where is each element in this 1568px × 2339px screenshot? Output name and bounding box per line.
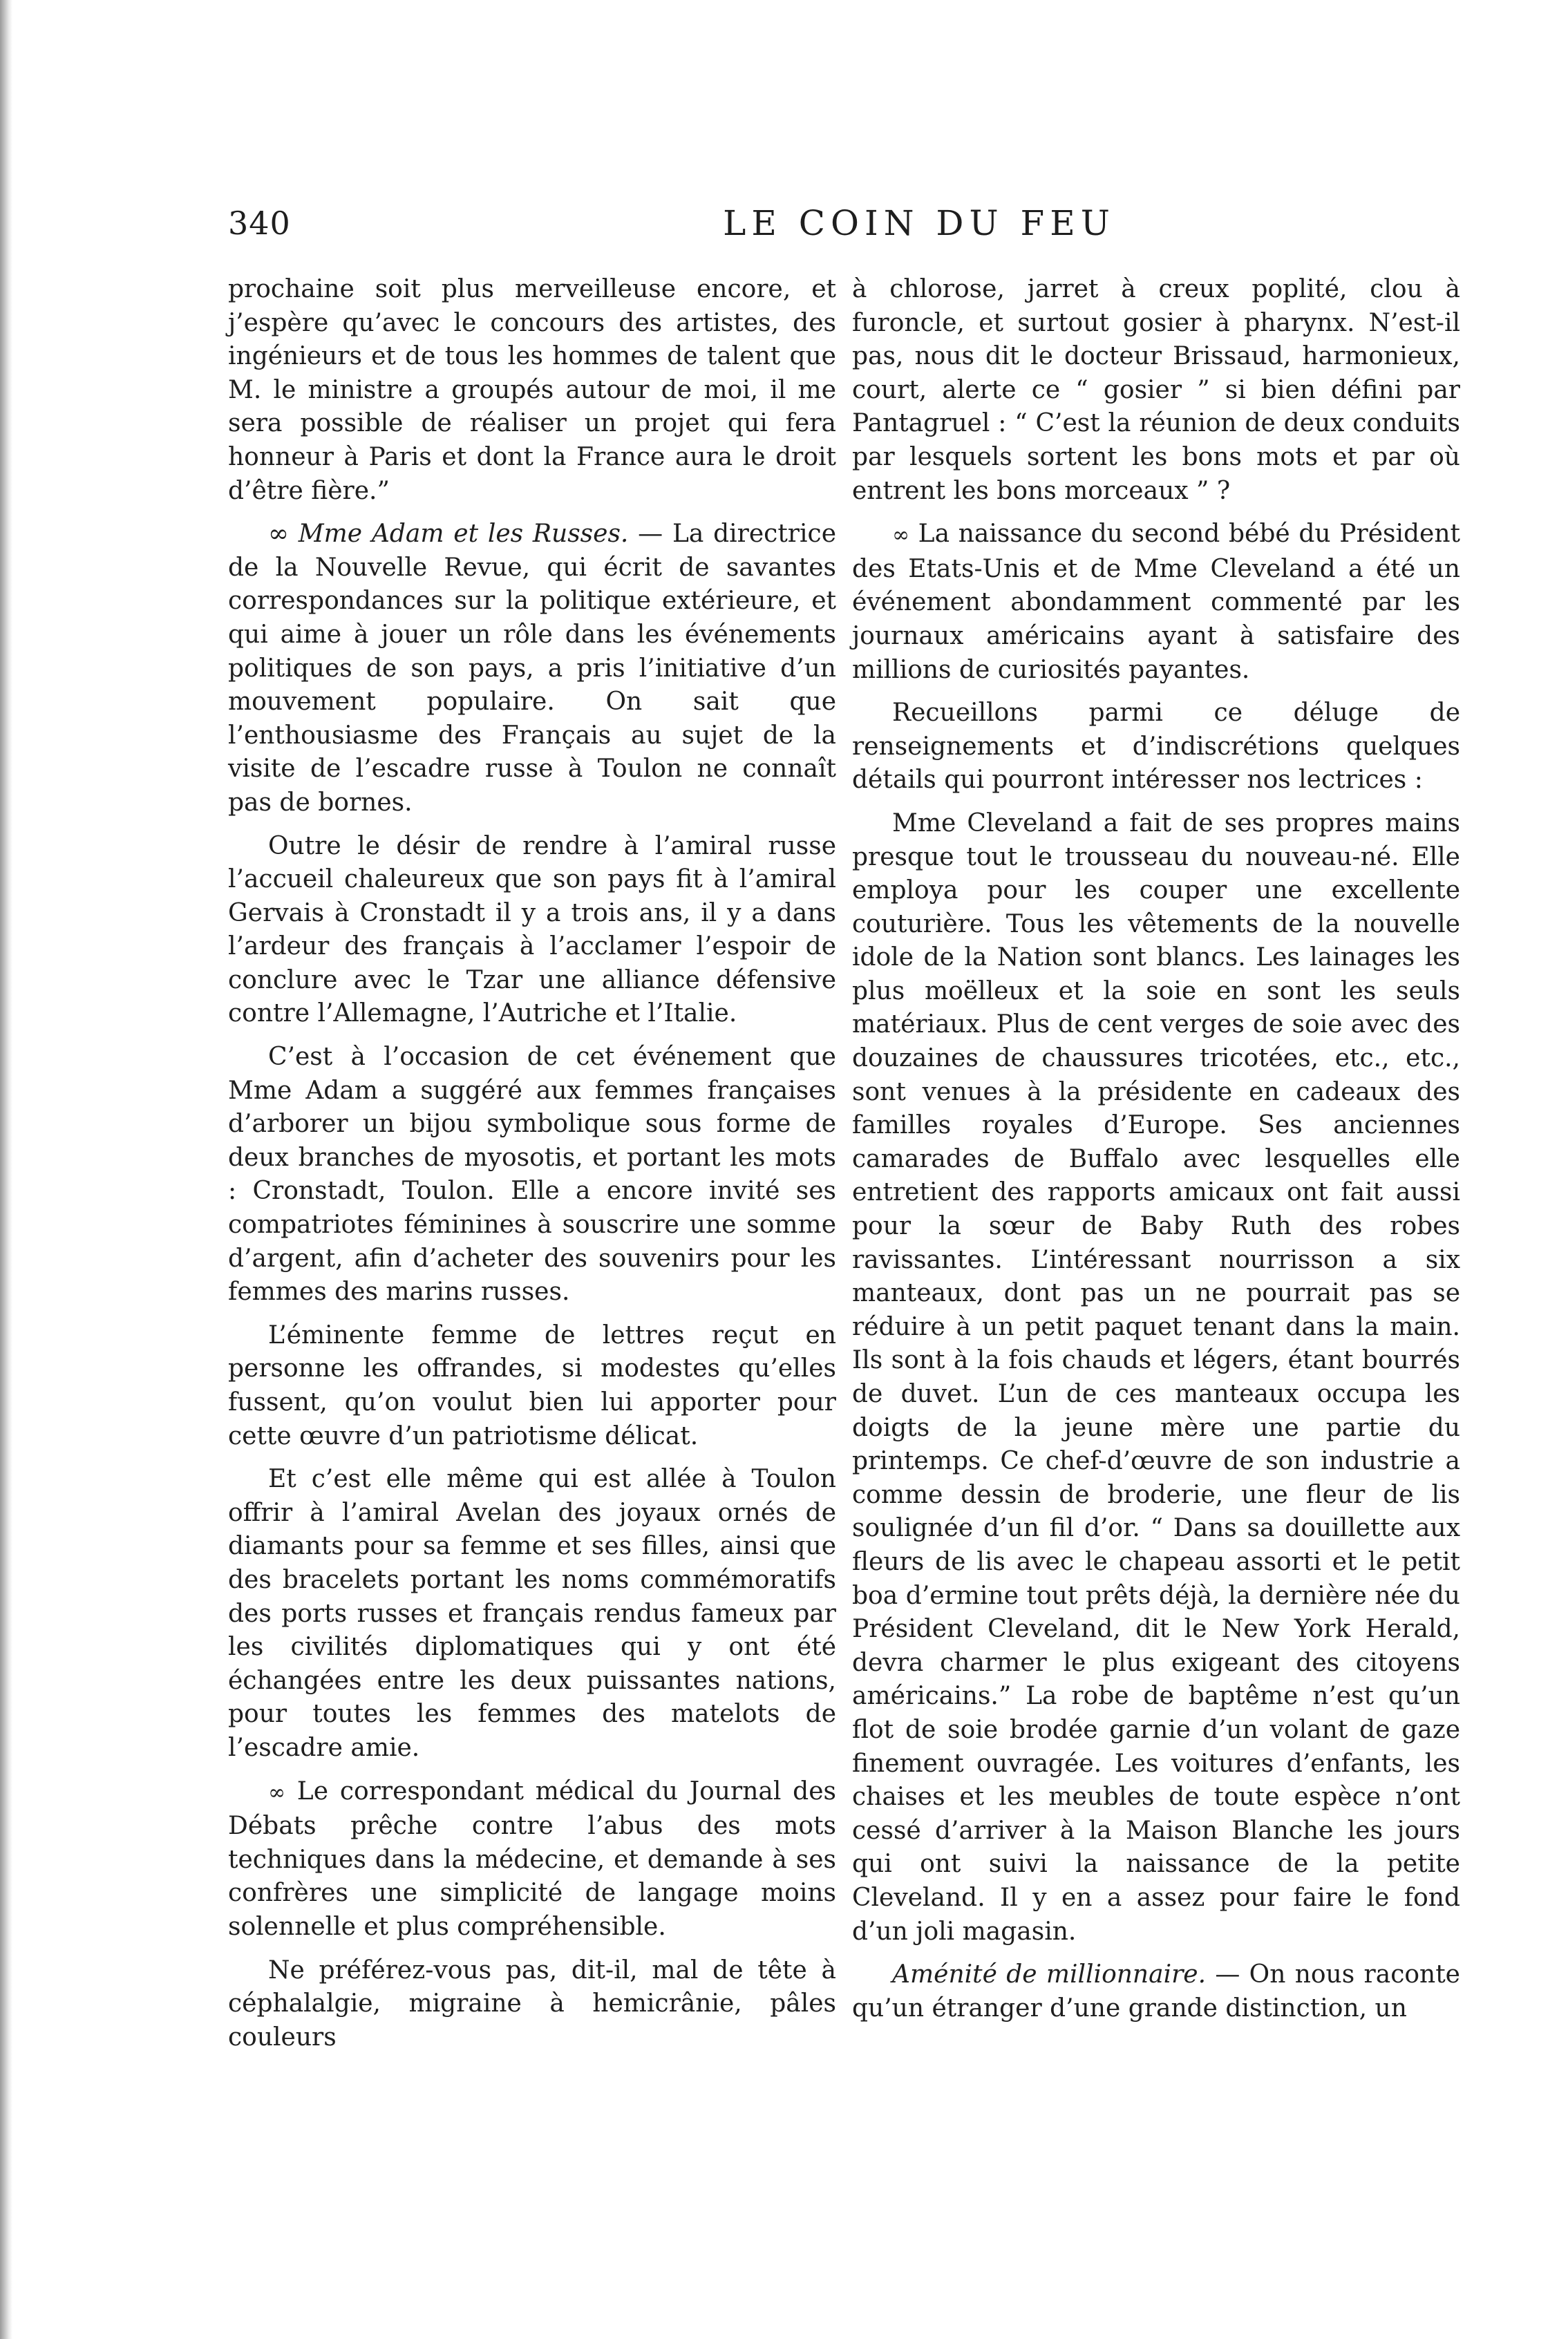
left-column — [228, 273, 836, 2064]
running-title: LE COIN DU FEU — [723, 203, 1115, 243]
paragraph-text: à chlorose, jarret à creux poplité, clou à furoncle, et surtout gosier à pharynx. N’est-il pas, nous dit le docteur Brissaud, harmonieux, court, alerte ce “ gosier ” si bien défini par Pantagruel : “ C’est la réunion de deux conduits par lesquels sortent les bons mots et par où entrent les bons morceaux ” ? — [852, 275, 1460, 505]
paragraph — [228, 1775, 836, 1944]
paragraph-text: Le correspondant médical du Journal des Débats prêche contre l’abus des mots techniques dans la médecine, et demande à ses confrères une simplicité de langage moins solennelle et plus compréhensible. — [228, 1777, 836, 1941]
section-lead: Aménité de millionnaire. — [892, 1960, 1207, 1989]
paragraph-text: Mme Cleveland a fait de ses propres mains presque tout le trousseau du nouveau-né. Elle employa pour les couper une excellente couturière. Tous les vêtements de la nouvelle idole de la Nation sont blancs. Les lainages les plus moëlleux et la soie en sont les seuls matériaux. Plus de cent verges de soie avec des douzaines de chaussures tricotées, etc., etc., sont venues à la présidente en cadeaux des familles royales d’Europe. Ses anciennes camarades de Buffalo avec lesquelles elle entretient des rapports amicaux ont fait aussi pour la sœur de Baby Ruth des robes ravissantes. L’intéressant nourrisson a six manteaux, dont pas un ne pourrait pas se réduire à un petit paquet tenant dans la main. Ils sont à la fois chauds et légers, étant bourrés de duvet. L’un de ces manteaux occupa les doigts de la jeune mère une partie du printemps. Ce chef-d’œuvre de son industrie a comme dessin de broderie, une fleur de lis soulignée d’un fil d’or. “ Dans sa douillette aux fleurs de lis avec le chapeau assorti et le petit boa d’ermine tout prêts déjà, la dernière née du Président Cleveland, dit le New York Herald, devra charmer le plus exigeant des citoyens américains.” La robe de baptême n’est qu’un flot de soie brodée garnie d’un volant de gaze finement ouvragée. Les voitures d’enfants, les chaises et les meubles de toute espèce n’ont cessé d’arriver à la Maison Blanche les jours qui ont suivi la naissance de la petite Cleveland. Il y en a assez pour faire le fond d’un joli magasin. — [852, 808, 1460, 1946]
paragraph — [852, 697, 1460, 797]
paragraph — [228, 1041, 836, 1309]
paragraph — [852, 518, 1460, 687]
paragraph-text: — On nous raconte qu’un étranger d’une grande distinction, un — [852, 1960, 1460, 2023]
paragraph-text: prochaine soit plus merveilleuse encore, et j’espère qu’avec le concours des artistes, des ingénieurs et de tous les hommes de talent que M. le ministre a groupés autour de moi, il me sera possible de réaliser un projet qui fera honneur à Paris et dont la France aura le droit d’être fière.” — [228, 275, 836, 505]
binding-edge — [0, 0, 12, 2339]
paragraph — [228, 1319, 836, 1453]
paragraph — [228, 273, 836, 508]
fleuron-mark: ∞ — [892, 523, 909, 548]
paragraph — [228, 518, 836, 820]
paragraph — [228, 1463, 836, 1765]
paragraph-text: — La directrice de la Nouvelle Revue, qui écrit de savantes correspondances sur la politique extérieure, et qui aime à jouer un rôle dans les événements politiques de son pays, a pris l’initiative d’un mouvement populaire. On sait que l’enthousiasme des Français au sujet de la visite de l’escadre russe à Toulon ne connaît pas de bornes. — [228, 520, 836, 817]
section-lead: ∞ Mme Adam et les Russes. — [268, 520, 629, 549]
page-number: 340 — [228, 205, 291, 242]
paragraph-text: Outre le désir de rendre à l’amiral russe l’accueil chaleureux que son pays fit à l’amiral Gervais à Cronstadt il y a trois ans, il y a dans l’ardeur des français à l’acclamer l’espoir de conclure avec le Tzar une alliance défensive contre l’Allemagne, l’Autriche et l’Italie. — [228, 831, 836, 1028]
paragraph — [852, 1958, 1460, 2025]
paragraph — [852, 273, 1460, 508]
paragraph-text: Et c’est elle même qui est allée à Toulon offrir à l’amiral Avelan des joyaux ornés de diamants pour sa femme et ses filles, ainsi que des bracelets portant les noms commémoratifs des ports russes et français rendus fameux par les civilités diplomatiques qui y ont été échangées entre les deux puissantes nations, pour toutes les femmes des matelots de l’escadre amie. — [228, 1465, 836, 1762]
paragraph-text: La naissance du second bébé du Président des Etats-Unis et de Mme Cleveland a été un événement abondamment commenté par les journaux américains ayant à satisfaire des millions de curiosités payantes. — [852, 520, 1460, 684]
paragraph — [228, 830, 836, 1032]
right-column — [852, 273, 1460, 2035]
paragraph — [228, 1954, 836, 2055]
paragraph-text: Recueillons parmi ce déluge de renseignements et d’indiscrétions quelques détails qui pourront intéresser nos lectrices : — [852, 699, 1460, 795]
paragraph — [852, 807, 1460, 1949]
paragraph-text: Ne préférez-vous pas, dit-il, mal de tête à céphalalgie, migraine à hemicrânie, pâles couleurs — [228, 1956, 836, 2052]
paragraph-text: L’éminente femme de lettres reçut en personne les offrandes, si modestes qu’elles fussent, qu’on voulut bien lui apporter pour cette œuvre d’un patriotisme délicat. — [228, 1320, 836, 1450]
paragraph-text: C’est à l’occasion de cet événement que Mme Adam a suggéré aux femmes françaises d’arborer un bijou symbolique sous forme de deux branches de myosotis, et portant les mots : Cronstadt, Toulon. Elle a encore invité ses compatriotes féminines à souscrire une somme d’argent, afin d’acheter des souvenirs pour les femmes des marins russes. — [228, 1043, 836, 1307]
fleuron-mark: ∞ — [268, 1780, 285, 1805]
page-header — [228, 200, 1486, 256]
